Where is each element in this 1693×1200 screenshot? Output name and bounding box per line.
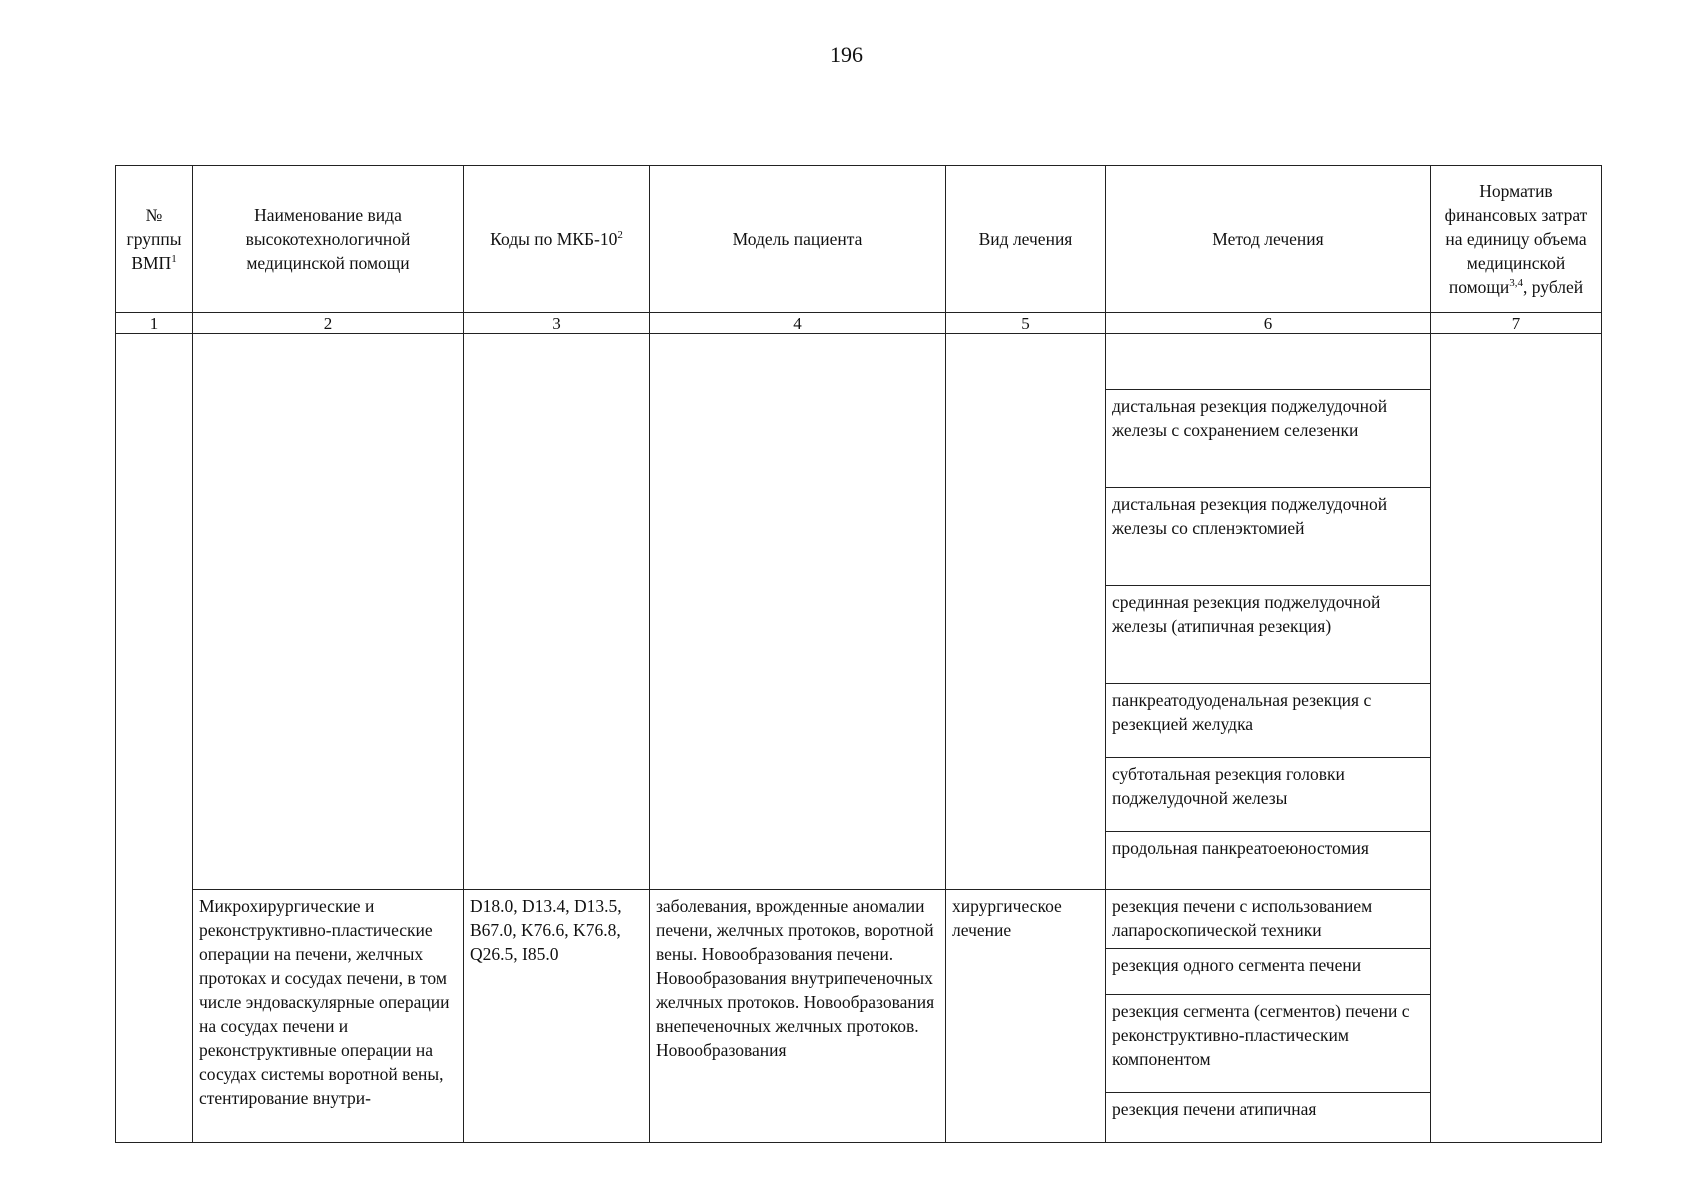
column-number: 3 [464, 313, 650, 334]
header-treatment-method: Метод лечения [1106, 166, 1431, 313]
vmp-table [115, 165, 1602, 1143]
cost-standard-cell [1431, 334, 1602, 1143]
method-item: субтотальная резекция головки поджелудочной железы [1106, 757, 1430, 831]
header-patient-model: Модель пациента [650, 166, 946, 313]
care-type-cell [193, 334, 464, 890]
column-number: 4 [650, 313, 946, 334]
group-number-cell [116, 334, 193, 1143]
method-list-cell [1106, 890, 1431, 1143]
column-number: 6 [1106, 313, 1431, 334]
column-number: 1 [116, 313, 193, 334]
method-item: продольная панкреатоеюностомия [1112, 837, 1369, 858]
header-icd-codes: Коды по МКБ-$10^2$ [464, 166, 650, 313]
method-item: срединная резекция поджелудочной железы (атипичная резекция) [1106, 585, 1430, 683]
method-item: дистальная резекция поджелудочной железы со спленэктомией [1106, 487, 1430, 585]
table-row [116, 890, 1602, 1143]
icd-codes-cell [464, 890, 650, 1143]
patient-model: заболевания, врожденные аномалии печени, желчных протоков, воротной вены. Новообразования печени. Новообразования внутрипеченочных желчных протоков. Новообразования внепеченочных желчных протоков. Новообразования [656, 896, 935, 1060]
method-list [1106, 890, 1430, 1142]
column-number: 2 [193, 313, 464, 334]
method-item [1106, 334, 1430, 389]
treatment-type-cell [946, 334, 1106, 890]
table-header-row [116, 166, 1602, 313]
patient-model-cell [650, 890, 946, 1143]
column-number: 7 [1431, 313, 1602, 334]
method-item: резекция печени с использованием лапароскопической техники [1106, 890, 1430, 948]
column-number: 5 [946, 313, 1106, 334]
method-item: панкреатодуоденальная резекция с резекцией желудка [1106, 683, 1430, 757]
page-number: 196 [830, 42, 863, 67]
icd-codes: D18.0, D13.4, D13.5, B67.0, K76.6, K76.8, Q26.5, I85.0 [470, 896, 622, 964]
icd-codes-cell [464, 334, 650, 890]
header-treatment-type: Вид лечения [946, 166, 1106, 313]
method-item: дистальная резекция поджелудочной железы с сохранением селезенки [1106, 389, 1430, 487]
method-item: резекция одного сегмента печени [1106, 948, 1430, 994]
method-list [1106, 334, 1430, 888]
method-item: резекция печени атипичная [1112, 1098, 1317, 1119]
treatment-type-cell [946, 890, 1106, 1143]
treatment-type: хирургическое лечение [952, 896, 1062, 940]
method-list-cell [1106, 334, 1431, 890]
header-group-number: № группы ВМП$^1$ [116, 166, 193, 313]
header-care-type-name: Наименование вида высокотехнологичной медицинской помощи [193, 166, 464, 313]
care-type-cell [193, 890, 464, 1143]
header-cost-standard: Норматив финансовых затрат на единицу объема медицинской помощи$^{3,4}$, рублей [1431, 166, 1602, 313]
method-item: резекция сегмента (сегментов) печени с реконструктивно-пластическим компонентом [1106, 994, 1430, 1092]
care-type-name: Микрохирургические и реконструктивно-пластические операции на печени, желчных протоках и сосудах печени, в том числе эндоваскулярные операции на сосудах печени и реконструктивные операции на сосудах системы воротной вены, стентирование внутри- [199, 896, 450, 1108]
column-number-row [116, 313, 1602, 334]
patient-model-cell [650, 334, 946, 890]
continued-row [116, 334, 1602, 890]
